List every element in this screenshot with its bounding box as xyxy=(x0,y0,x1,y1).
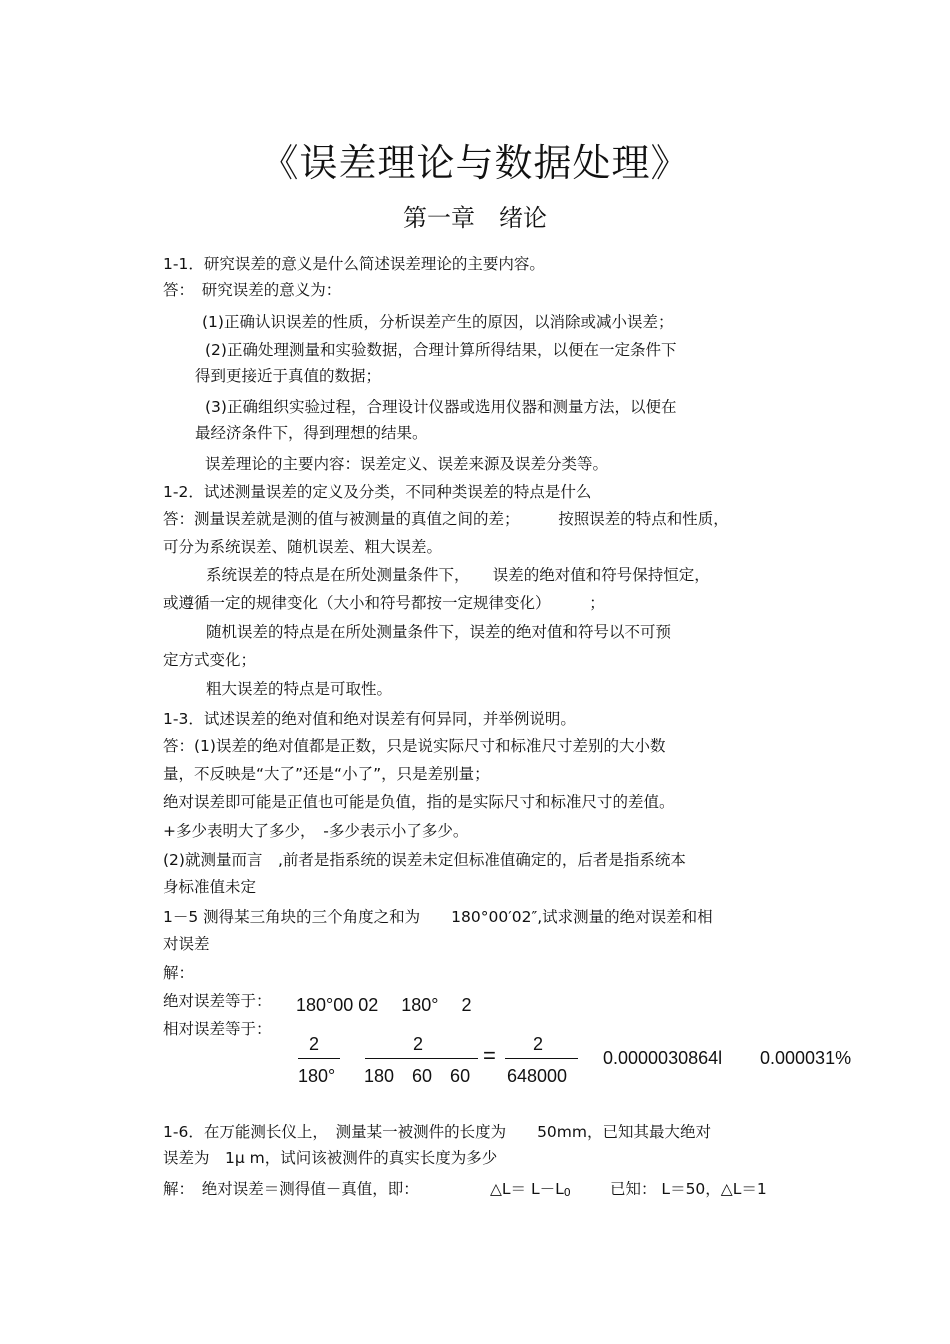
solution-label: 解： xyxy=(163,964,195,982)
fraction-1-denominator: 180° xyxy=(298,1066,336,1086)
answer-intro: 答： 研究误差的意义为： xyxy=(163,281,342,299)
answer-q3-line2: 量，不反映是“大了”还是“小了”，只是差别量； xyxy=(163,765,490,783)
systematic-error-line2: 或遵循一定的规律变化（大小和符号都按一定规律变化） ； xyxy=(163,594,605,612)
absolute-error-label: 绝对误差等于： xyxy=(163,992,272,1010)
known-values: 已知： L＝50，△L＝1 xyxy=(610,1180,767,1198)
answer-q3-line3: 绝对误差即可能是正值也可能是负值，指的是实际尺寸和标准尺寸的差值。 xyxy=(163,793,675,811)
delta-l-formula xyxy=(490,1179,571,1203)
formula-subscript: 0 xyxy=(563,1186,571,1199)
question-1-6-line1: 1-6．在万能测长仪上， 测量某一被测件的长度为 50mm，已知其最大绝对 xyxy=(163,1123,711,1141)
fraction-3-denominator: 648000 xyxy=(507,1066,568,1086)
systematic-error-line1: 系统误差的特点是在所处测量条件下， 误差的绝对值和符号保持恒定， xyxy=(206,566,710,584)
relative-error-label: 相对误差等于： xyxy=(163,1020,272,1038)
question-1-1: 1-1．研究误差的意义是什么简述误差理论的主要内容。 xyxy=(163,255,545,273)
answer-point-3b: 最经济条件下，得到理想的结果。 xyxy=(195,424,428,442)
question-1-3: 1-3．试述误差的绝对值和绝对误差有何异同，并举例说明。 xyxy=(163,710,576,728)
result-decimal: 0.0000030864l xyxy=(603,1048,723,1068)
formula-text: △L＝ L－L xyxy=(490,1180,564,1198)
answer-point-2a: (2)正确处理测量和实验数据，合理计算所得结果，以便在一定条件下 xyxy=(205,341,677,359)
question-1-2: 1-2．试述测量误差的定义及分类，不同种类误差的特点是什么 xyxy=(163,483,592,501)
fraction-2-bar xyxy=(365,1058,478,1059)
fraction-1-numerator: 2 xyxy=(309,1034,320,1054)
question-1-5-line2: 对误差 xyxy=(163,935,210,953)
answer-point-1: (1)正确认识误差的性质，分析误差产生的原因，以消除或减小误差； xyxy=(202,313,674,331)
answer-q2-line1: 答：测量误差就是测的值与被测量的真值之间的差； 按照误差的特点和性质， xyxy=(163,510,729,528)
fraction-1-bar xyxy=(298,1058,340,1059)
fraction-3-numerator: 2 xyxy=(533,1034,544,1054)
answer-point-3a: (3)正确组织实验过程，合理设计仪器或选用仪器和测量方法，以便在 xyxy=(205,398,677,416)
fraction-3-bar xyxy=(505,1058,578,1059)
question-1-5-line1: 1－5 测得某三角块的三个角度之和为 180°00′02″,试求测量的绝对误差和相 xyxy=(163,908,713,926)
document-title: 《误差理论与数据处理》 xyxy=(260,141,690,185)
answer-point-2b: 得到更接近于真值的数据； xyxy=(195,367,382,385)
random-error-line2: 定方式变化； xyxy=(163,651,257,669)
fraction-2-denominator: 180 60 60 xyxy=(364,1066,471,1086)
equals-sign: = xyxy=(483,1043,496,1068)
fraction-2-numerator: 2 xyxy=(413,1034,424,1054)
answer-q3-line6: 身标准值未定 xyxy=(163,878,257,896)
gross-error-line: 粗大误差的特点是可取性。 xyxy=(206,680,393,698)
result-percent: 0.000031% xyxy=(760,1048,852,1068)
random-error-line1: 随机误差的特点是在所处测量条件下，误差的绝对值和符号以不可预 xyxy=(206,623,672,641)
answer-q3-line4: +多少表明大了多少， -多少表示小了多少。 xyxy=(163,822,469,840)
answer-q3-line1: 答：(1)误差的绝对值都是正数，只是说实际尺寸和标准尺寸差别的大小数 xyxy=(163,737,666,755)
answer-q2-line2: 可分为系统误差、随机误差、粗大误差。 xyxy=(163,538,443,556)
answer-q3-line5: (2)就测量而言 ,前者是指系统的误差未定但标准值确定的，后者是指系统本 xyxy=(163,851,686,869)
chapter-heading: 第一章 绪论 xyxy=(403,204,547,232)
solution-1-6: 解： 绝对误差＝测得值－真值，即： xyxy=(163,1180,419,1198)
answer-content: 误差理论的主要内容：误差定义、误差来源及误差分类等。 xyxy=(205,455,609,473)
absolute-error-expression: 180°00 02 180° 2 xyxy=(296,995,472,1015)
question-1-6-line2: 误差为 1μ m，试问该被测件的真实长度为多少 xyxy=(163,1149,498,1167)
